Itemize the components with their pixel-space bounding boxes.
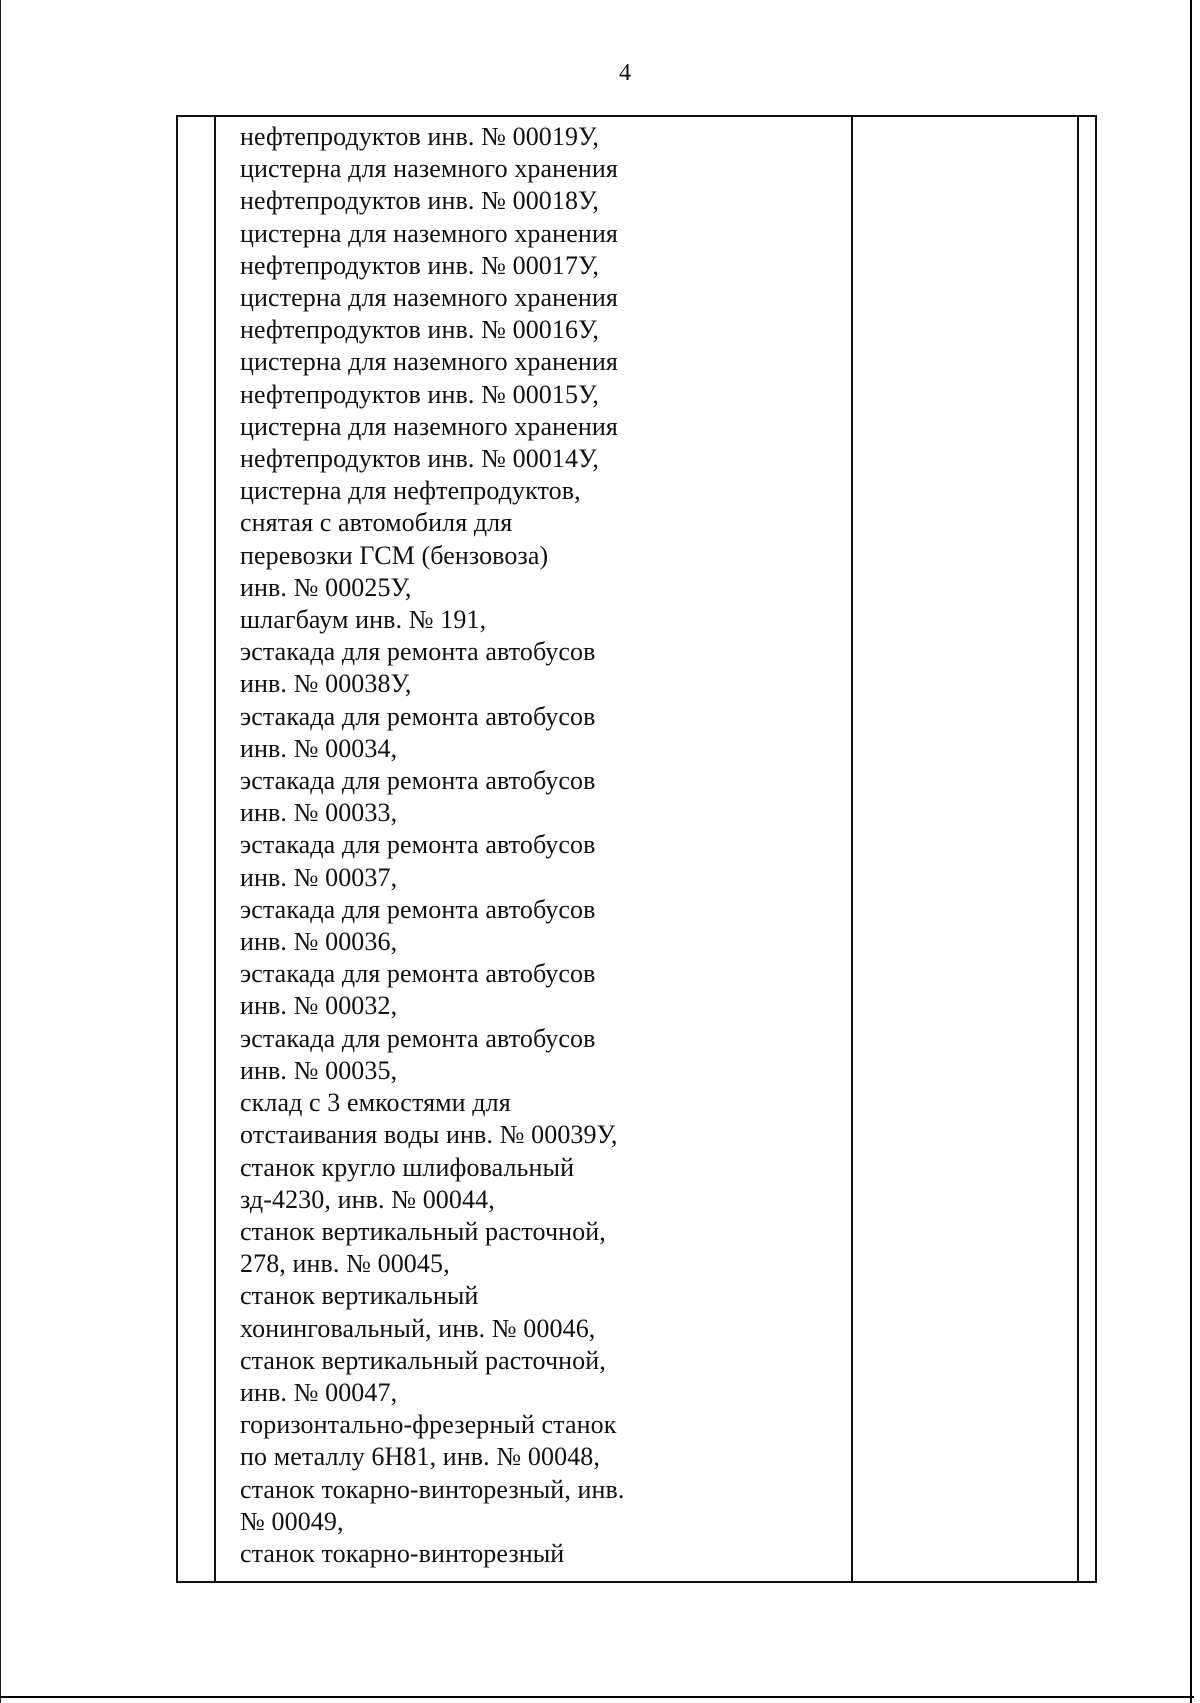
table-cell-number: [176, 115, 214, 1583]
description-line: нефтепродуктов инв. № 00016У,: [240, 315, 599, 345]
table-cell-description: [214, 115, 851, 1583]
description-line: эстакада для ремонта автобусов: [240, 701, 596, 731]
description-line: горизонтально-фрезерный станок: [240, 1410, 617, 1440]
description-line: нефтепродуктов инв. № 00017У,: [240, 250, 599, 280]
description-line: снятая с автомобиля для: [240, 508, 513, 538]
description-line: по металлу 6Н81, инв. № 00048,: [240, 1442, 600, 1472]
description-line: цистерна для наземного хранения: [240, 347, 618, 377]
table-cell-column-3: [851, 115, 1077, 1583]
description-line: цистерна для наземного хранения: [240, 411, 618, 441]
document-table: [176, 115, 1097, 1583]
description-line: инв. № 00033,: [240, 798, 398, 828]
description-line: цистерна для наземного хранения: [240, 218, 618, 248]
description-line: эстакада для ремонта автобусов: [240, 894, 596, 924]
description-line: эстакада для ремонта автобусов: [240, 637, 596, 667]
description-line: хонинговальный, инв. № 00046,: [240, 1313, 596, 1343]
scan-edge-bottom: [0, 1696, 1194, 1698]
description-line: инв. № 00025У,: [240, 572, 412, 602]
scan-edge-right: [1190, 0, 1192, 1703]
description-line: инв. № 00047,: [240, 1377, 398, 1407]
description-line: цистерна для наземного хранения: [240, 154, 618, 184]
description-line: 278, инв. № 00045,: [240, 1249, 450, 1279]
description-line: эстакада для ремонта автобусов: [240, 766, 596, 796]
description-line: эстакада для ремонта автобусов: [240, 959, 596, 989]
page-number: 4: [619, 60, 631, 86]
description-line: цистерна для наземного хранения: [240, 283, 618, 313]
description-line: станок токарно-винторезный, инв.: [240, 1474, 625, 1504]
description-line: шлагбаум инв. № 191,: [240, 605, 487, 635]
description-line: цистерна для нефтепродуктов,: [240, 476, 581, 506]
description-line: инв. № 00034,: [240, 733, 398, 763]
table-cell-column-4: [1077, 115, 1097, 1583]
description-line: станок вертикальный: [240, 1281, 479, 1311]
description-line: станок токарно-винторезный: [240, 1538, 565, 1568]
description-line: перевозки ГСМ (бензовоза): [240, 540, 549, 570]
description-line: отстаивания воды инв. № 00039У,: [240, 1120, 618, 1150]
description-line: инв. № 00036,: [240, 927, 398, 957]
description-line: станок кругло шлифовальный: [240, 1152, 575, 1182]
description-line: станок вертикальный расточной,: [240, 1345, 606, 1375]
description-line: инв. № 00035,: [240, 1055, 398, 1085]
description-line: эстакада для ремонта автобусов: [240, 830, 596, 860]
description-line: нефтепродуктов инв. № 00019У,: [240, 122, 599, 151]
description-line: нефтепродуктов инв. № 00014У,: [240, 444, 599, 474]
description-line: инв. № 00038У,: [240, 669, 412, 699]
description-line: эстакада для ремонта автобусов: [240, 1023, 596, 1053]
description-line: склад с 3 емкостями для: [240, 1088, 511, 1118]
description-line: инв. № 00032,: [240, 991, 398, 1021]
description-line: станок вертикальный расточной,: [240, 1216, 606, 1246]
description-line: нефтепродуктов инв. № 00018У,: [240, 186, 599, 216]
description-line: зд-4230, инв. № 00044,: [240, 1184, 495, 1214]
scan-edge-left: [0, 0, 1, 1703]
description-text: [240, 121, 850, 1570]
description-line: № 00049,: [240, 1506, 344, 1536]
description-line: нефтепродуктов инв. № 00015У,: [240, 379, 599, 409]
description-line: инв. № 00037,: [240, 862, 398, 892]
